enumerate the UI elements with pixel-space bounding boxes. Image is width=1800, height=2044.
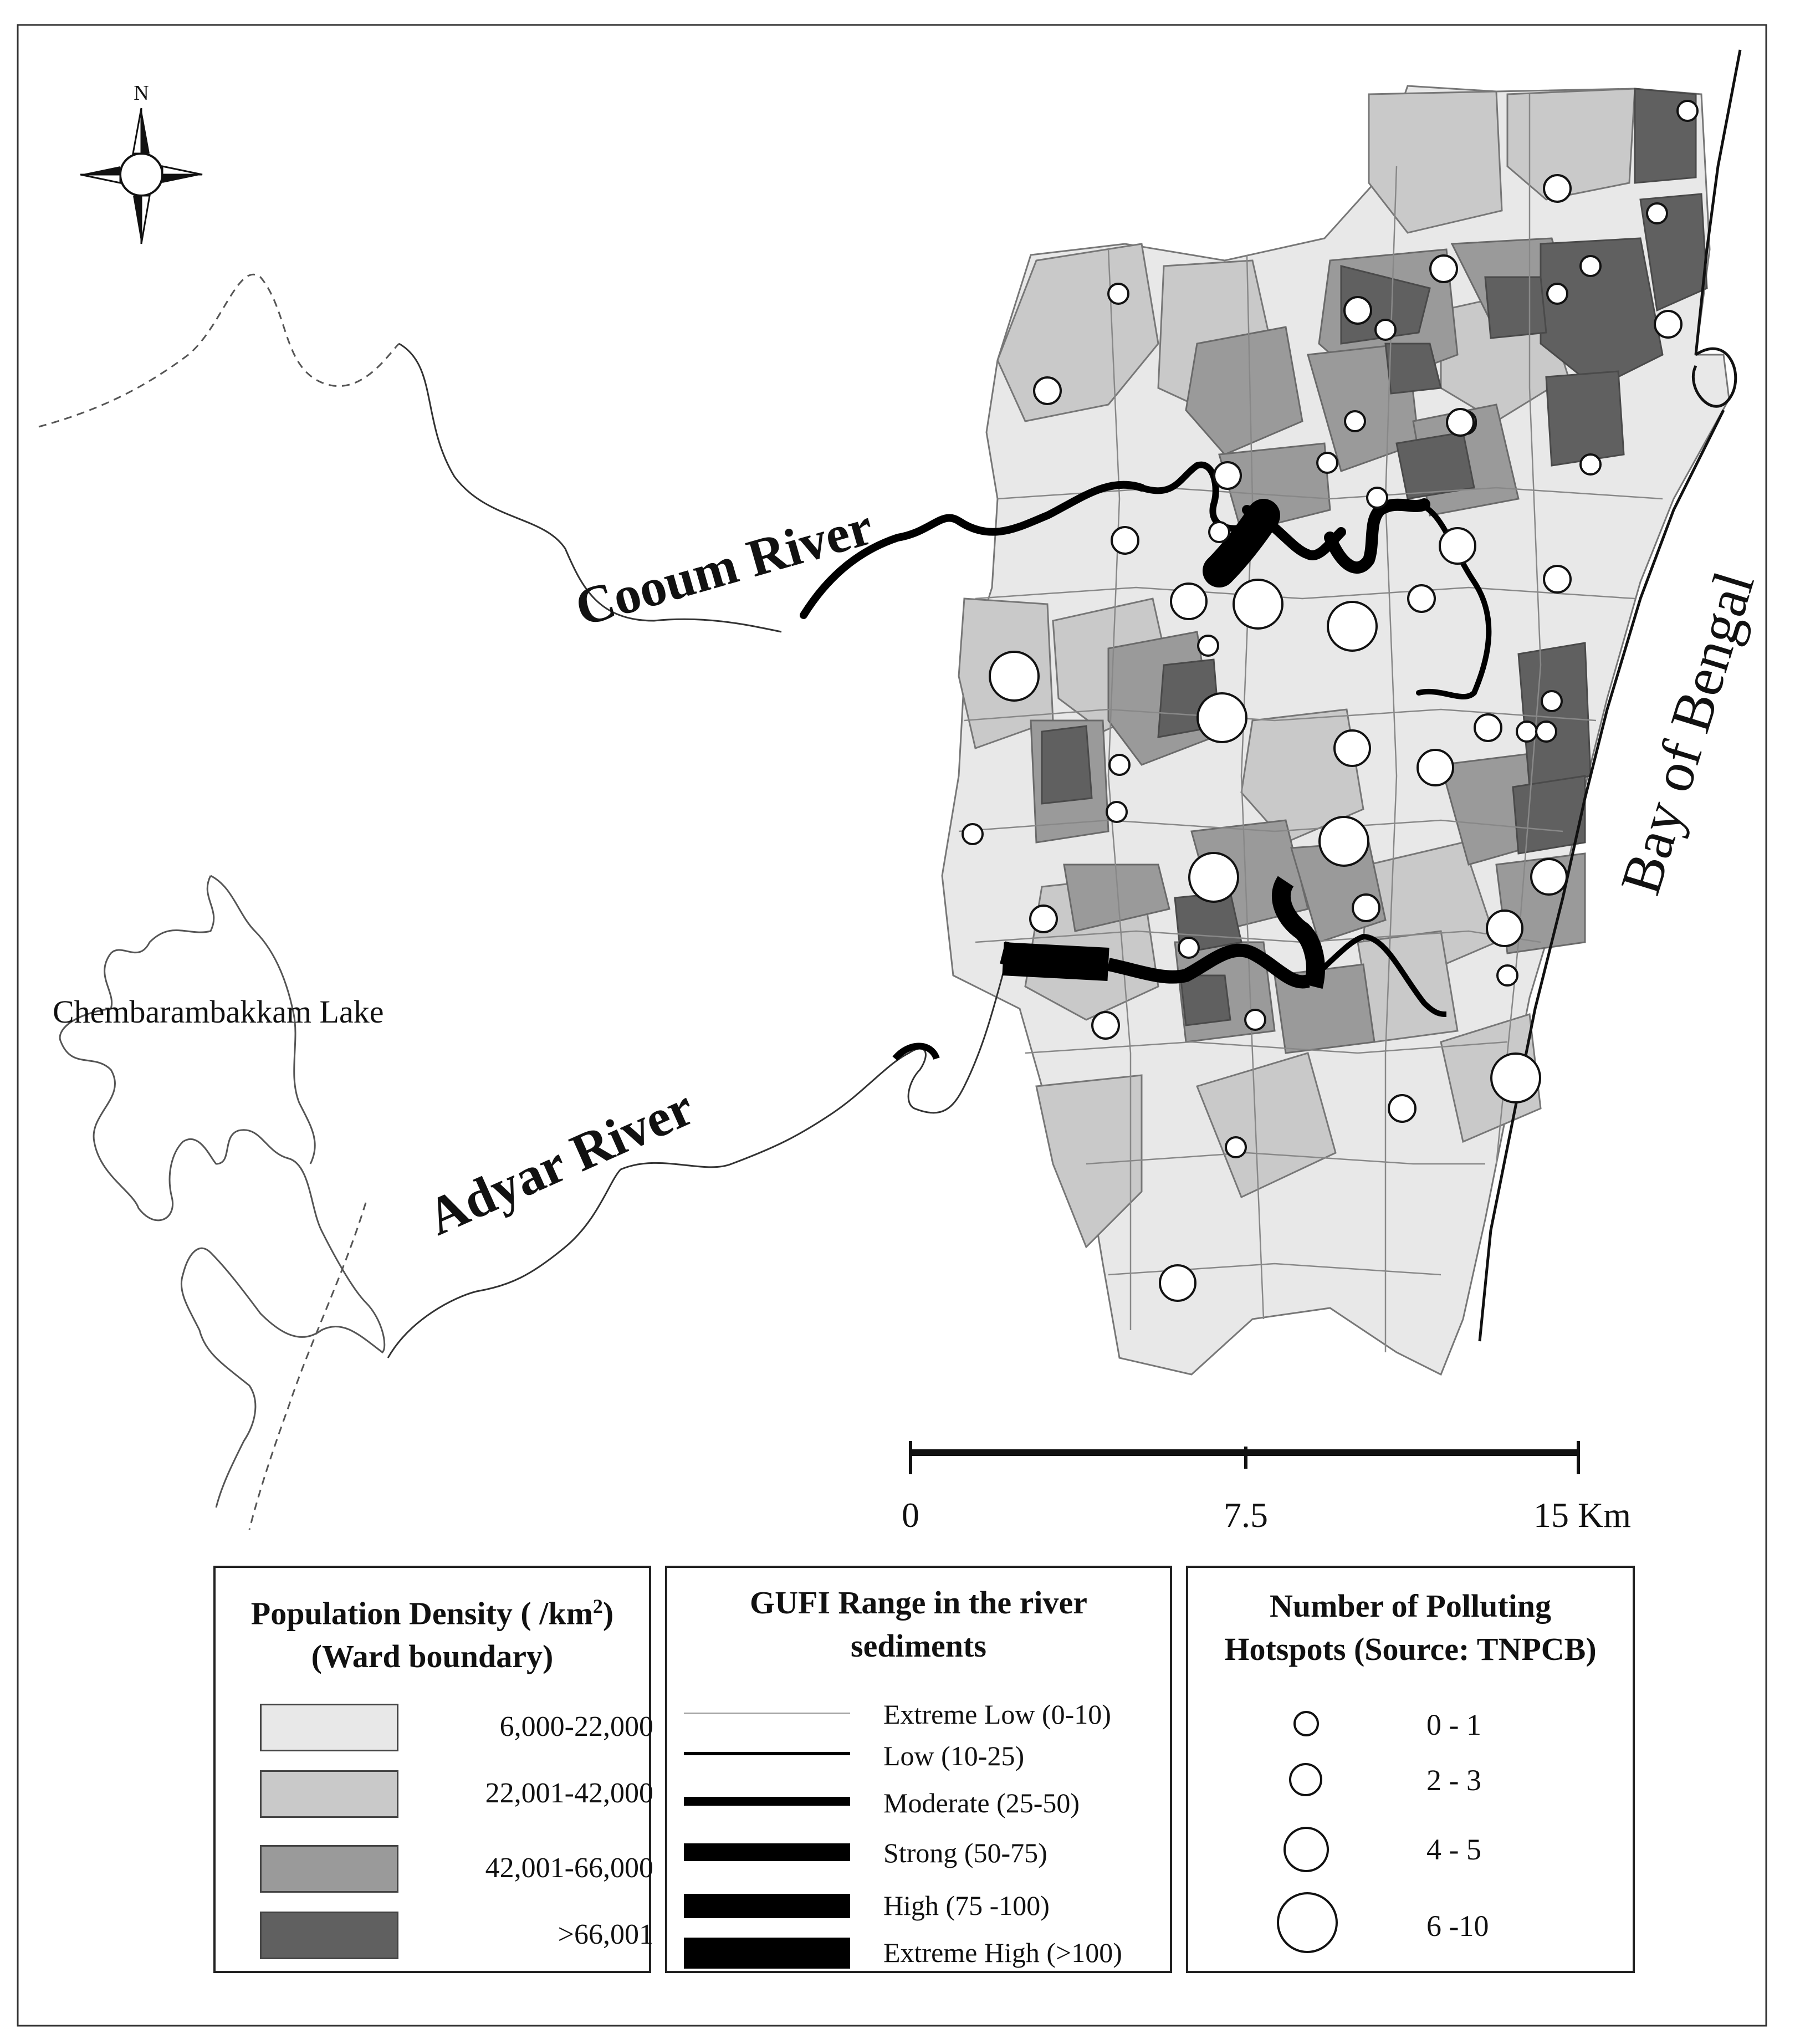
hotspot-marker xyxy=(1531,859,1567,895)
hotspot-marker xyxy=(1344,297,1371,324)
hotspot-marker xyxy=(1517,722,1537,742)
adyar-river-label: Adyar River xyxy=(418,1076,703,1247)
north-label: N xyxy=(134,81,149,105)
hotspot-marker xyxy=(1497,965,1517,985)
population-class-row xyxy=(260,1845,659,1893)
hotspot-class-row xyxy=(1188,1820,1648,1881)
hotspot-marker xyxy=(1430,256,1457,282)
hotspot-marker xyxy=(1491,1054,1540,1102)
hotspot-circle-icon xyxy=(1277,1892,1338,1953)
adyar-river-hook xyxy=(895,1046,937,1059)
hotspot-marker xyxy=(1109,755,1129,775)
hotspot-marker xyxy=(1189,853,1238,902)
population-swatch xyxy=(260,1912,398,1959)
population-swatch xyxy=(260,1770,398,1818)
gufi-line-symbol xyxy=(684,1797,850,1806)
population-class-label: 42,001-66,000 xyxy=(485,1852,653,1884)
hotspot-marker xyxy=(1034,377,1061,404)
hotspot-circle-icon xyxy=(1293,1711,1319,1736)
north-arrow-icon xyxy=(80,81,202,244)
hotspot-class-label: 4 - 5 xyxy=(1426,1833,1481,1866)
hotspot-marker xyxy=(1320,817,1368,866)
hotspot-class-label: 2 - 3 xyxy=(1426,1764,1481,1797)
gufi-class-row xyxy=(684,1889,1160,1923)
hotspot-marker xyxy=(1647,203,1667,223)
hotspot-marker xyxy=(1171,584,1206,619)
population-legend xyxy=(213,1566,651,1973)
hotspot-class-label: 0 - 1 xyxy=(1426,1708,1481,1741)
hotspot-marker xyxy=(1317,453,1337,473)
hotspot-marker xyxy=(1581,256,1600,276)
gufi-class-row xyxy=(684,1740,1160,1773)
hotspot-marker xyxy=(1353,895,1379,921)
gufi-line-symbol xyxy=(684,1752,850,1755)
hotspot-marker xyxy=(1536,722,1556,742)
hotspot-marker xyxy=(1226,1137,1246,1157)
population-swatch xyxy=(260,1845,398,1893)
hotspot-legend xyxy=(1186,1566,1635,1973)
hotspot-marker xyxy=(1179,938,1199,958)
gufi-class-label: High (75 -100) xyxy=(883,1890,1050,1921)
hotspot-marker xyxy=(1408,585,1435,612)
hotspot-marker xyxy=(1447,409,1474,436)
hotspot-marker xyxy=(1418,750,1453,785)
hotspot-marker xyxy=(1198,636,1218,656)
coum-river-label: Cooum River xyxy=(569,496,879,638)
hotspot-marker xyxy=(1209,522,1229,542)
hotspot-marker xyxy=(1544,175,1571,202)
population-class-row xyxy=(260,1704,659,1751)
hotspot-marker xyxy=(1112,527,1138,554)
hotspot-marker xyxy=(1245,1010,1265,1030)
hotspot-marker xyxy=(1234,580,1282,628)
hotspot-marker xyxy=(1375,320,1395,340)
upstream-rivers xyxy=(39,274,399,1530)
hotspot-marker xyxy=(1092,1012,1119,1039)
hotspot-marker xyxy=(1581,454,1600,474)
hotspot-marker xyxy=(990,652,1039,701)
population-class-row xyxy=(260,1770,659,1818)
hotspot-class-row xyxy=(1188,1756,1648,1817)
gufi-class-label: Moderate (25-50) xyxy=(883,1787,1080,1818)
gufi-class-label: Extreme Low (0-10) xyxy=(883,1699,1111,1730)
hotspot-marker xyxy=(1547,284,1567,304)
population-swatch xyxy=(260,1704,398,1751)
gufi-class-row xyxy=(684,1837,1160,1870)
hotspot-marker xyxy=(1367,488,1387,508)
hotspot-marker xyxy=(1655,311,1681,338)
hotspot-marker xyxy=(1544,566,1571,592)
scale-bar xyxy=(902,1441,1631,1535)
scale-tick-mid: 7.5 xyxy=(1224,1495,1268,1535)
hotspot-marker xyxy=(1334,730,1370,766)
hotspot-marker xyxy=(1328,602,1377,651)
population-class-label: 22,001-42,000 xyxy=(485,1777,653,1809)
gufi-line-symbol xyxy=(684,1938,850,1969)
hotspot-legend-title: Number of Polluting Hotspots (Source: TNPCB) xyxy=(1224,1588,1597,1667)
population-legend-title: Population Density ( $/km^2$) (Ward boundary) xyxy=(250,1595,614,1675)
gufi-line-symbol xyxy=(684,1713,850,1714)
gufi-class-row xyxy=(684,1936,1160,1970)
hotspot-marker xyxy=(1160,1265,1195,1301)
population-class-row xyxy=(260,1912,659,1959)
hotspot-marker xyxy=(1108,284,1128,304)
hotspot-marker xyxy=(1542,691,1562,711)
hotspot-marker xyxy=(963,824,983,844)
scale-tick-0: 0 xyxy=(902,1495,919,1535)
gufi-legend xyxy=(665,1566,1172,1973)
hotspot-marker xyxy=(1030,906,1057,932)
gufi-line-symbol xyxy=(684,1894,850,1918)
gufi-class-label: Low (10-25) xyxy=(883,1740,1025,1771)
gufi-class-label: Strong (50-75) xyxy=(883,1837,1047,1868)
hotspot-circle-icon xyxy=(1283,1827,1329,1872)
hotspot-marker xyxy=(1389,1095,1415,1122)
gufi-line-symbol xyxy=(684,1843,850,1861)
hotspot-marker xyxy=(1440,528,1475,564)
chembarambakkam-lake xyxy=(60,876,385,1508)
hotspot-marker xyxy=(1487,911,1522,946)
hotspot-marker xyxy=(1214,462,1241,489)
chembarambakkam-lake-label: Chembarambakkam Lake xyxy=(53,994,384,1030)
hotspot-marker xyxy=(1475,714,1501,741)
gufi-legend-title: GUFI Range in the river sediments xyxy=(750,1585,1087,1664)
hotspot-circle-icon xyxy=(1289,1763,1322,1796)
gufi-class-row xyxy=(684,1698,1160,1731)
hotspot-class-row xyxy=(1188,1701,1648,1762)
population-class-label: 6,000-22,000 xyxy=(499,1711,653,1742)
hotspot-marker xyxy=(1198,693,1246,742)
hotspot-class-row xyxy=(1188,1892,1648,1953)
adyar-river-upstream xyxy=(388,953,1009,1358)
hotspot-marker xyxy=(1107,802,1127,822)
gufi-class-label: Extreme High (>100) xyxy=(883,1937,1122,1968)
population-class-label: >66,001 xyxy=(558,1919,653,1950)
bay-of-bengal-label: Bay of Bengal xyxy=(1608,564,1767,902)
scale-tick-end: 15 Km xyxy=(1533,1495,1631,1535)
gufi-class-row xyxy=(684,1787,1160,1820)
hotspot-class-label: 6 -10 xyxy=(1426,1909,1489,1943)
hotspot-marker xyxy=(1678,101,1697,121)
hotspot-marker xyxy=(1345,411,1365,431)
